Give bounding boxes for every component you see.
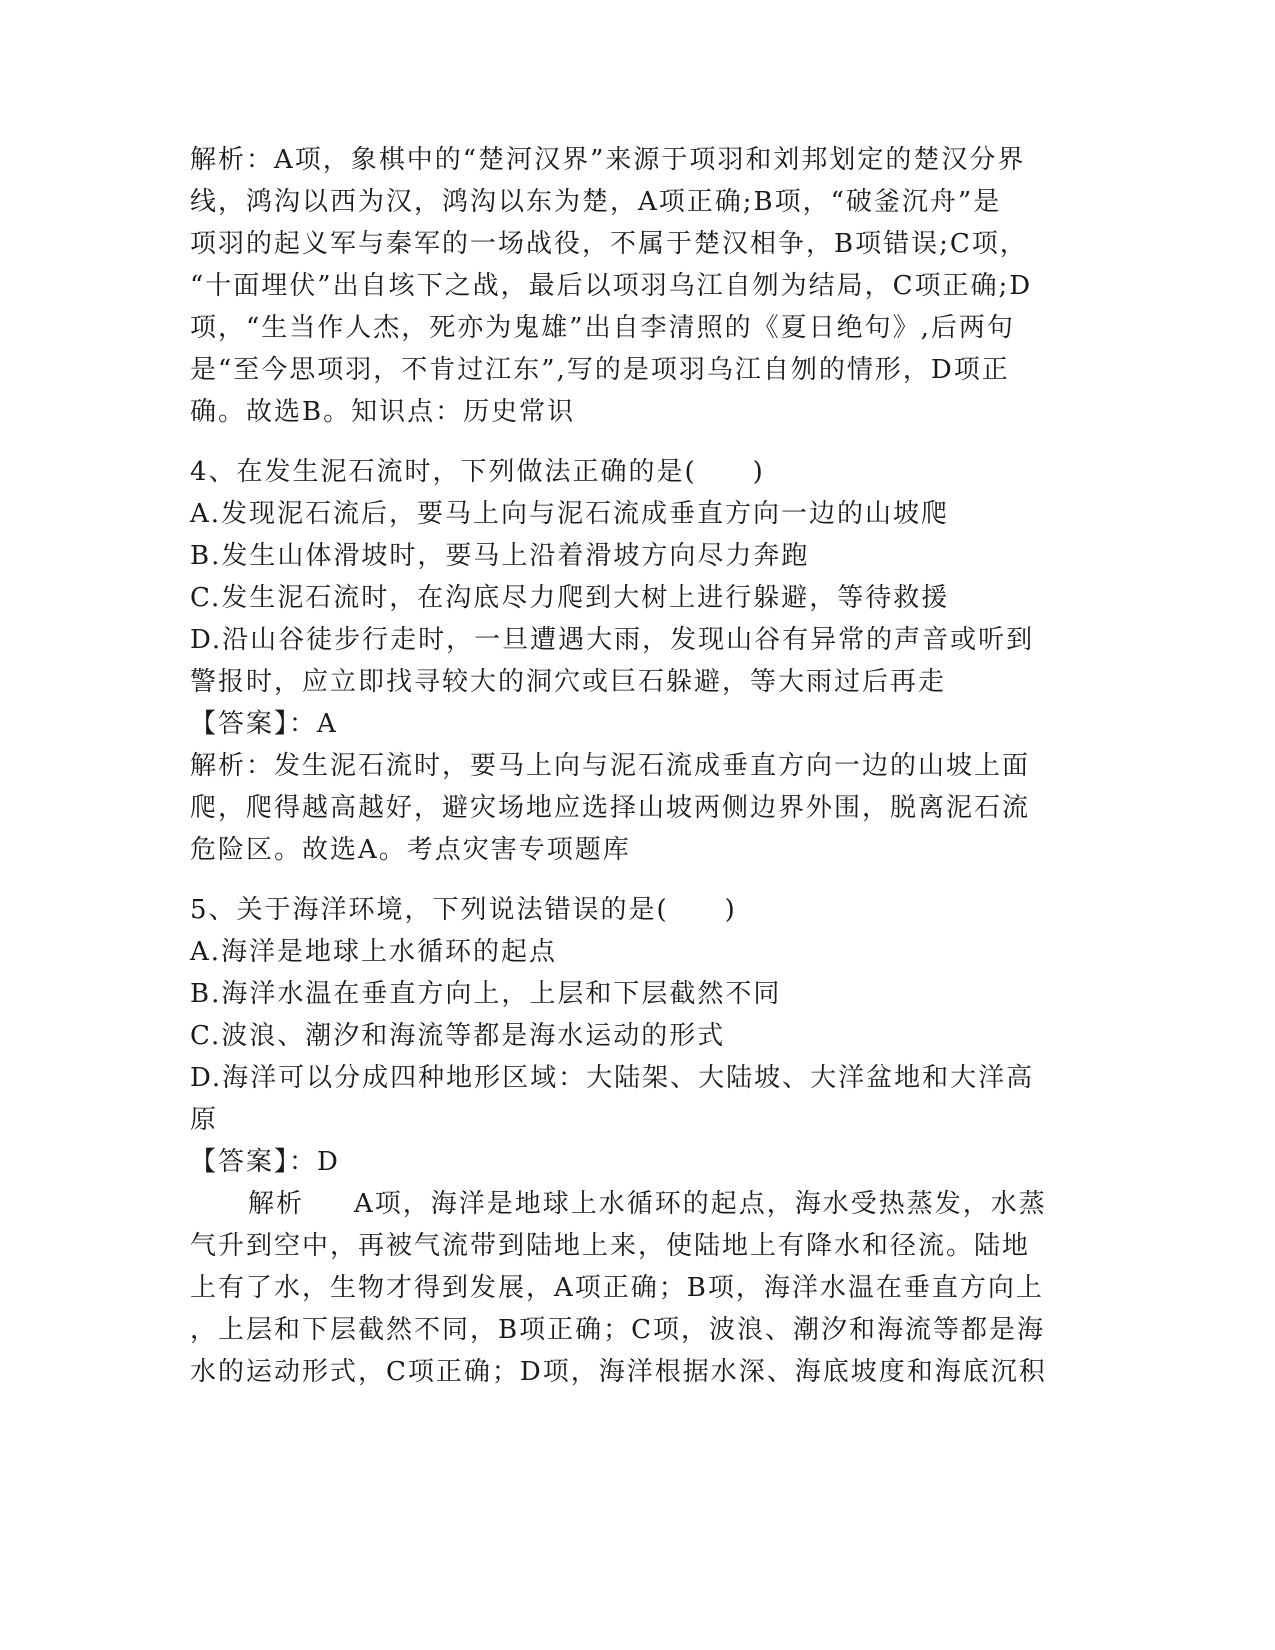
option-b: B.发生山体滑坡时，要马上沿着滑坡方向尽力奔跑: [190, 541, 810, 571]
option-c: C.波浪、潮汐和海流等都是海水运动的形式: [190, 1021, 726, 1051]
analysis-line: 解析：发生泥石流时，要马上向与泥石流成垂直方向一边的山坡上面: [190, 751, 1031, 781]
analysis-line: 是“至今思项羽，不肯过江东”,写的是项羽乌江自刎的情形，D项正: [190, 355, 1010, 385]
question-stem: 4、在发生泥石流时，下列做法正确的是( ): [190, 457, 765, 487]
analysis-line: 项羽的起义军与秦军的一场战役，不属于楚汉相争，B项错误;C项，: [190, 229, 1028, 259]
option-c: C.发生泥石流时，在沟底尽力爬到大树上进行躲避，等待救援: [190, 583, 950, 613]
analysis-line: 水的运动形式，C项正确；D项，海洋根据水深、海底坡度和海底沉积: [190, 1357, 1047, 1387]
analysis-label: 解析: [248, 1189, 305, 1219]
option-d: D.沿山谷徒步行走时，一旦遭遇大雨，发现山谷有异常的声音或听到: [190, 625, 1035, 655]
analysis-line: 线，鸿沟以西为汉，鸿沟以东为楚，A项正确;B项，“破釜沉舟”是: [190, 187, 1002, 217]
analysis-line: 危险区。故选A。考点灾害专项题库: [190, 835, 631, 865]
option-d-continued: 警报时，应立即找寻较大的洞穴或巨石躲避，等大雨过后再走: [190, 667, 947, 697]
analysis-line: ，上层和下层截然不同，B项正确；C项，波浪、潮汐和海流等都是海: [190, 1315, 1046, 1345]
analysis-line: 解析：A项，象棋中的“楚河汉界”来源于项羽和刘邦划定的楚汉分界: [190, 145, 1026, 175]
answer-line: 【答案】：D: [190, 1147, 340, 1177]
analysis-line: 项，“生当作人杰，死亦为鬼雄”出自李清照的《夏日绝句》,后两句: [190, 313, 1015, 343]
question-stem: 5、关于海洋环境，下列说法错误的是( ): [190, 895, 737, 925]
option-a: A.发现泥石流后，要马上向与泥石流成垂直方向一边的山坡爬: [190, 499, 950, 529]
analysis-line: A项，海洋是地球上水循环的起点，海水受热蒸发，水蒸: [354, 1189, 1047, 1219]
option-b: B.海洋水温在垂直方向上，上层和下层截然不同: [190, 979, 782, 1009]
option-d-continued: 原: [190, 1105, 219, 1135]
option-a: A.海洋是地球上水循环的起点: [190, 937, 558, 967]
analysis-line: 确。故选B。知识点：历史常识: [190, 397, 576, 427]
analysis-line: 气升到空中，再被气流带到陆地上来，使陆地上有降水和径流。陆地: [190, 1231, 1031, 1261]
analysis-line: 爬，爬得越高越好，避灾场地应选择山坡两侧边界外围，脱离泥石流: [190, 793, 1031, 823]
answer-line: 【答案】：A: [190, 709, 338, 739]
analysis-line: 上有了水，生物才得到发展，A项正确；B项，海洋水温在垂直方向上: [190, 1273, 1044, 1303]
analysis-line: “十面埋伏”出自垓下之战，最后以项羽乌江自刎为结局，C项正确;D: [190, 271, 1033, 301]
option-d: D.海洋可以分成四种地形区域：大陆架、大陆坡、大洋盆地和大洋高: [190, 1063, 1035, 1093]
